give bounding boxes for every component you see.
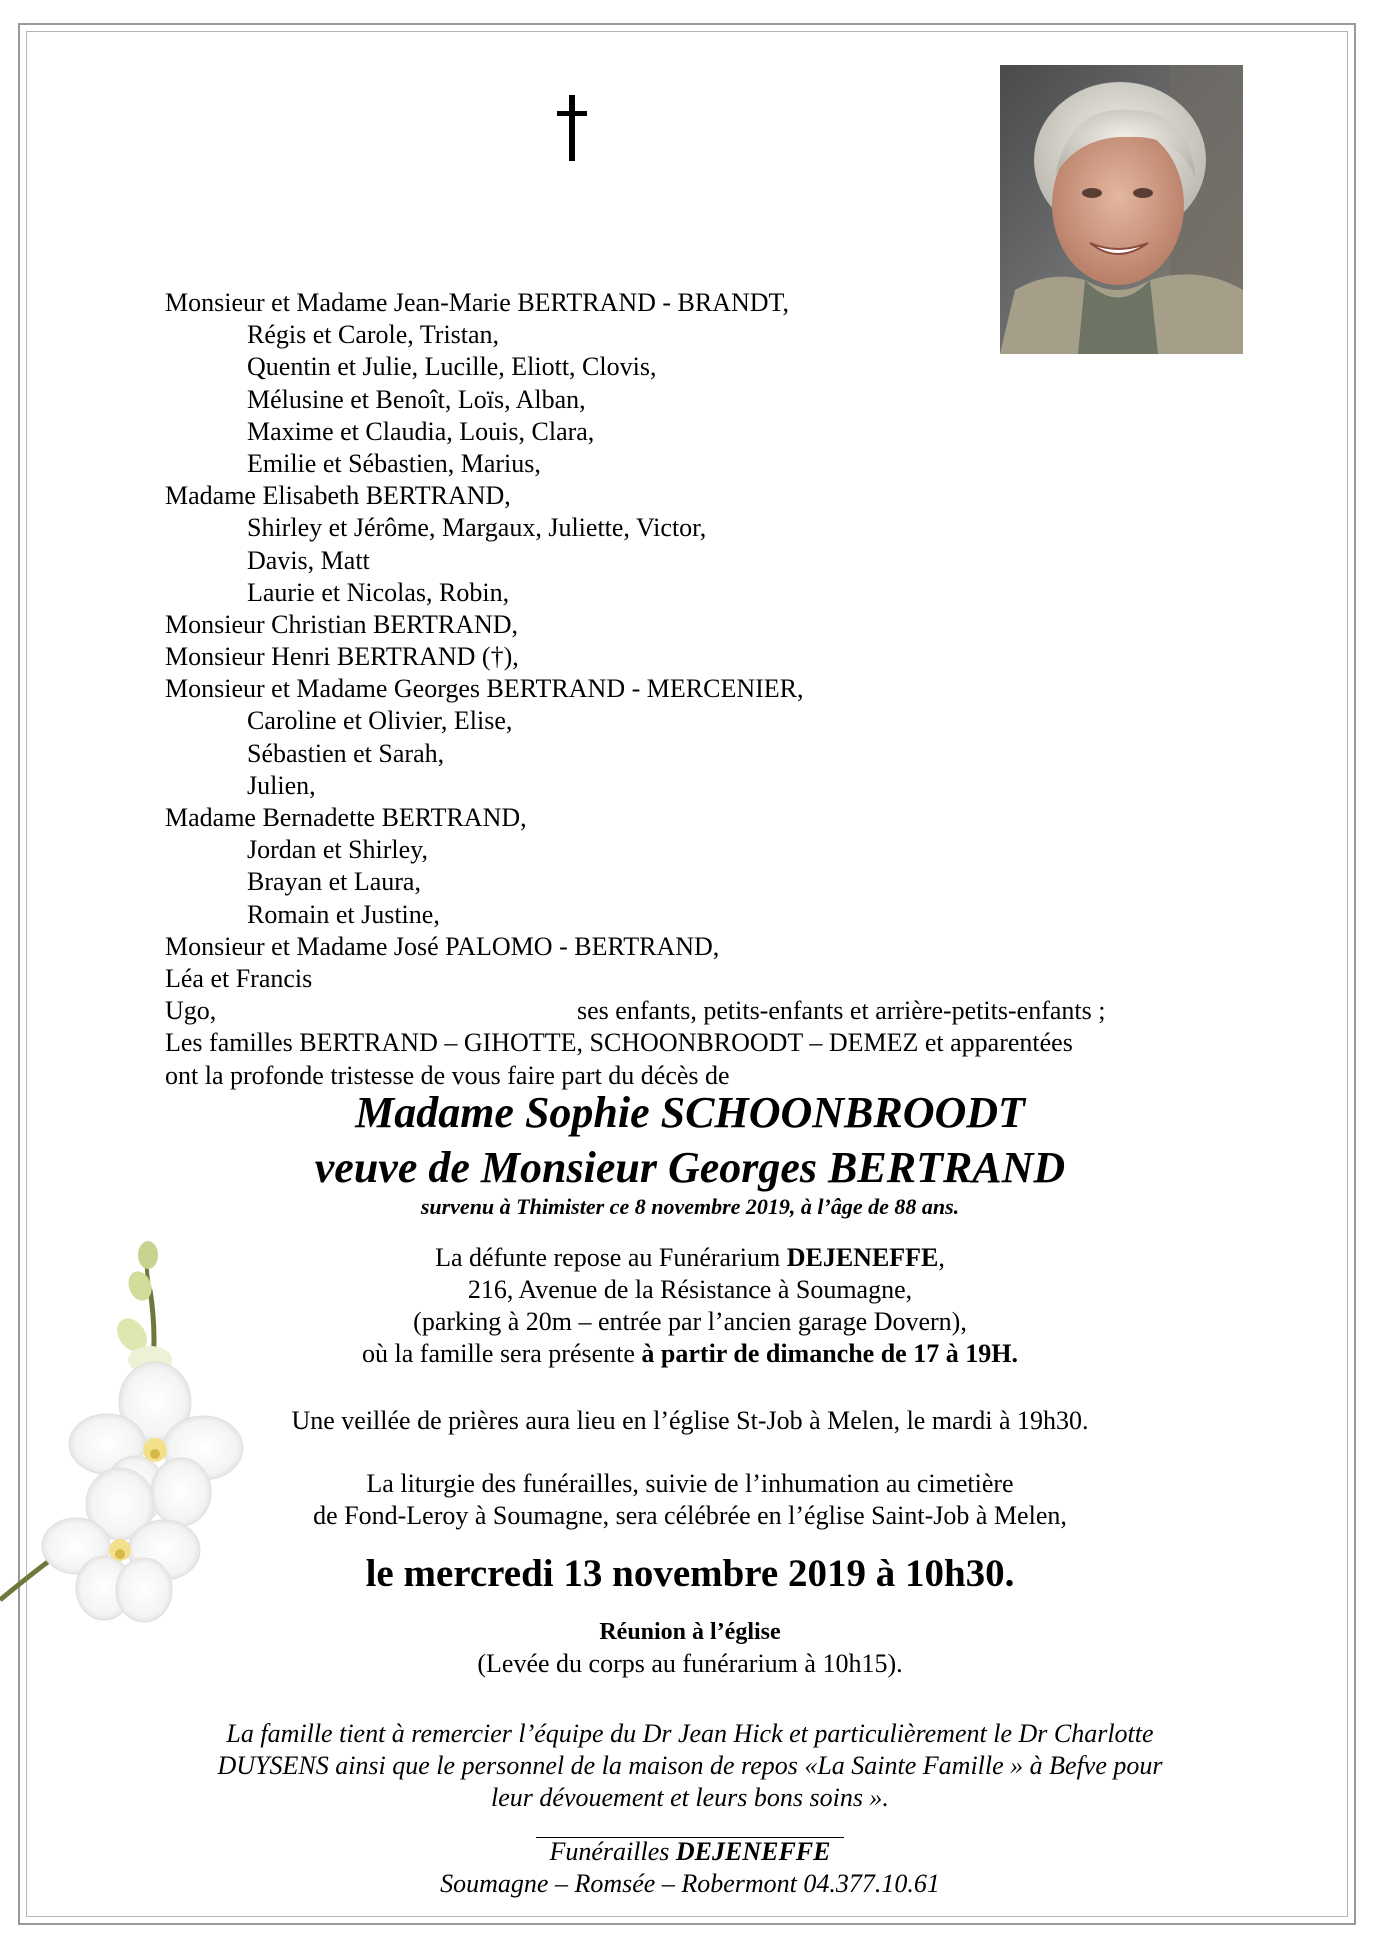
family-list: [165, 287, 1215, 1092]
liturgy-comma: ,: [1060, 1501, 1067, 1530]
funeral-date: le mercredi 13 novembre 2019 à 10h30.: [365, 1552, 1015, 1595]
liturgy-line-2: [160, 1500, 1220, 1532]
families-line: Les familles BERTRAND – GIHOTTE, SCHOONBROODT – DEMEZ et apparentées: [165, 1028, 1073, 1058]
family-line: Mélusine et Benoît, Loïs, Alban,: [247, 384, 586, 414]
ugo-line: [165, 995, 1215, 1027]
footer-block: [160, 1836, 1220, 1900]
family-line: Laurie et Nicolas, Robin,: [247, 577, 510, 607]
family-line: Sébastien et Sarah,: [247, 738, 445, 768]
footer-locations: Soumagne – Romsée – Robermont 04.377.10.61: [440, 1869, 940, 1898]
repose-line-1: [160, 1242, 1220, 1274]
thanks-line-3: leur dévouement et leurs bons soins ».: [491, 1783, 889, 1812]
ugo-name: Ugo,: [165, 996, 217, 1026]
family-line: Maxime et Claudia, Louis, Clara,: [247, 416, 595, 446]
descendants-text: ses enfants, petits-enfants et arrière-petits-enfants ;: [577, 996, 1106, 1026]
repose-line-2: 216, Avenue de la Résistance à Soumagne,: [467, 1275, 913, 1304]
family-line: Monsieur et Madame Georges BERTRAND - MERCENIER,: [165, 674, 804, 704]
family-line: Julien,: [247, 770, 316, 800]
deceased-name: Madame Sophie SCHOONBROODT: [355, 1088, 1025, 1137]
repose-line-3: (parking à 20m – entrée par l’ancien garage Dovern),: [413, 1307, 967, 1336]
family-line: Monsieur et Madame Jean-Marie BERTRAND - BRANDT,: [165, 288, 789, 317]
orchid-flower-icon: [0, 1230, 290, 1660]
family-line: Davis, Matt: [247, 545, 370, 575]
cross-icon: [553, 95, 591, 161]
thanks-line-2: DUYSENS ainsi que le personnel de la maison de repos «La Sainte Famille » à Befve pour: [217, 1751, 1163, 1780]
repose-line-4: [160, 1338, 1220, 1370]
meeting-title: Réunion à l’église: [599, 1619, 781, 1645]
liturgy-line-2-text: de Fond-Leroy à Soumagne, sera célébrée en l’église Saint-Job à Melen: [313, 1501, 1061, 1530]
liturgy-block: [160, 1468, 1220, 1532]
family-line: Brayan et Laura,: [247, 867, 421, 897]
funeral-home-name: DEJENEFFE: [786, 1243, 939, 1272]
widow-of: veuve de Monsieur Georges BERTRAND: [314, 1143, 1066, 1192]
family-line: Monsieur Henri BERTRAND (†),: [165, 642, 519, 672]
meeting-block: [160, 1616, 1220, 1680]
vigil-text: Une veillée de prières aura lieu en l’église St-Job à Melen, le mardi à 19h30.: [291, 1406, 1089, 1435]
intro-line: ont la profonde tristesse de vous faire part du décès de: [165, 1060, 730, 1090]
presence-hours: à partir de dimanche de 17 à 19H.: [641, 1339, 1018, 1368]
family-line: Madame Elisabeth BERTRAND,: [165, 481, 511, 511]
footer-company-line: [160, 1836, 1220, 1868]
family-line: Jordan et Shirley,: [247, 835, 428, 865]
family-line: Léa et Francis: [165, 963, 313, 993]
footer-company: DEJENEFFE: [675, 1837, 831, 1866]
family-line: Régis et Carole, Tristan,: [247, 320, 500, 350]
family-line: Monsieur et Madame José PALOMO - BERTRAND,: [165, 931, 720, 961]
family-line: Madame Bernadette BERTRAND,: [165, 803, 527, 832]
family-line: Shirley et Jérôme, Margaux, Juliette, Victor,: [247, 513, 707, 543]
liturgy-line-1: La liturgie des funérailles, suivie de l’inhumation au cimetière: [366, 1469, 1014, 1498]
footer-prefix: Funérailles: [549, 1837, 676, 1866]
thanks-line-1: La famille tient à remercier l’équipe du Dr Jean Hick et particulièrement le Dr Charlotte: [226, 1719, 1154, 1748]
meeting-note: (Levée du corps au funérarium à 10h15).: [477, 1649, 903, 1678]
repose-suffix: ,: [938, 1243, 945, 1272]
death-details: survenu à Thimister ce 8 novembre 2019, à l’âge de 88 ans.: [420, 1194, 960, 1219]
presence-prefix: où la famille sera présente: [362, 1339, 642, 1368]
family-line: Emilie et Sébastien, Marius,: [247, 448, 541, 478]
repose-block: [160, 1242, 1220, 1370]
family-line: Romain et Justine,: [247, 899, 440, 929]
thanks-block: [160, 1718, 1220, 1814]
family-line: Caroline et Olivier, Elise,: [247, 706, 513, 736]
repose-prefix: La défunte repose au Funérarium: [435, 1243, 787, 1272]
family-line: Quentin et Julie, Lucille, Eliott, Clovis,: [247, 352, 657, 382]
family-line: Monsieur Christian BERTRAND,: [165, 609, 519, 639]
